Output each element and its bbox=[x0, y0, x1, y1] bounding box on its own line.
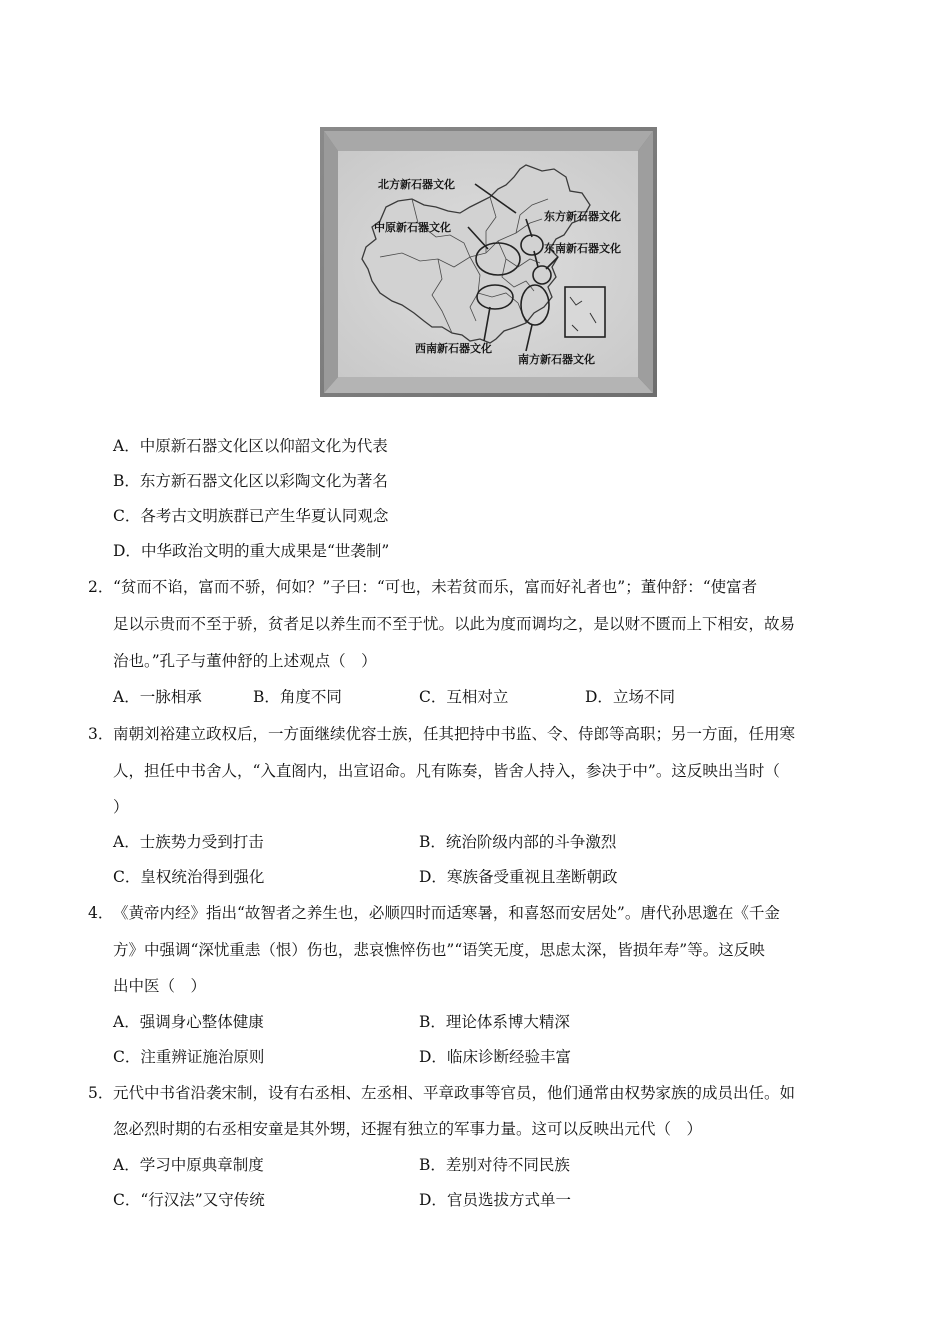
option-text: 东方新石器文化区以彩陶文化为著名 bbox=[139, 472, 388, 490]
option-letter: D． bbox=[419, 1191, 447, 1209]
q3-stem-line-3: ） bbox=[113, 798, 129, 816]
option-letter: A． bbox=[113, 688, 140, 706]
option-text: 差别对待不同民族 bbox=[445, 1156, 570, 1174]
q1-option-d[interactable] bbox=[113, 541, 389, 561]
option-text: 寒族备受重视且垄断朝政 bbox=[446, 868, 618, 886]
option-text: 立场不同 bbox=[612, 688, 675, 706]
q4-number: 4． bbox=[88, 904, 114, 922]
option-text: 皇权统治得到强化 bbox=[140, 868, 265, 886]
option-letter: C． bbox=[113, 507, 141, 525]
option-text: 一脉相承 bbox=[139, 688, 202, 706]
option-text: 学习中原典章制度 bbox=[139, 1156, 264, 1174]
q4-option-b[interactable] bbox=[419, 1012, 570, 1032]
option-letter: A． bbox=[113, 1013, 140, 1031]
q1-option-c[interactable] bbox=[113, 506, 388, 526]
q3-option-c[interactable] bbox=[113, 867, 264, 887]
option-letter: D． bbox=[113, 542, 141, 560]
option-letter: C． bbox=[113, 1048, 141, 1066]
neolithic-culture-map bbox=[320, 127, 657, 397]
q5-stem-line-1: 元代中书省沿袭宋制，设有右丞相、左丞相、平章政事等官员，他们通常由权势家族的成员出任。如 bbox=[113, 1084, 796, 1102]
option-letter: C． bbox=[419, 688, 447, 706]
q2-number: 2． bbox=[88, 578, 114, 596]
q4-stem-line-3: 出中医（ ） bbox=[113, 977, 207, 995]
option-text: 注重辨证施治原则 bbox=[140, 1048, 265, 1066]
q1-option-a[interactable] bbox=[113, 436, 388, 456]
label-east: 东方新石器文化 bbox=[544, 210, 621, 223]
option-text: 士族势力受到打击 bbox=[139, 833, 264, 851]
q2-stem-line-2: 足以示贵而不至于骄，贫者足以养生而不至于忧。以此为度而调均之，是以财不匮而上下相安，故易 bbox=[113, 615, 796, 633]
q2-option-b[interactable] bbox=[253, 687, 342, 707]
q2-stem-line-3: 治也。”孔子与董仲舒的上述观点（ ） bbox=[113, 652, 377, 670]
option-letter: B． bbox=[419, 833, 446, 851]
label-southeast: 东南新石器文化 bbox=[544, 242, 621, 255]
option-text: 强调身心整体健康 bbox=[139, 1013, 264, 1031]
q3-stem-line-1: 南朝刘裕建立政权后，一方面继续优容士族，任其把持中书监、令、侍郎等高职；另一方面，任用寒 bbox=[113, 725, 796, 743]
option-letter: D． bbox=[585, 688, 613, 706]
label-north: 北方新石器文化 bbox=[378, 178, 455, 191]
q3-option-d[interactable] bbox=[419, 867, 617, 887]
option-letter: D． bbox=[419, 868, 447, 886]
q5-number: 5． bbox=[88, 1084, 114, 1102]
q2-option-c[interactable] bbox=[419, 687, 508, 707]
q3-option-b[interactable] bbox=[419, 832, 616, 852]
q3-stem-line-2: 人，担任中书舍人，“入直阁内，出宣诏命。凡有陈奏，皆舍人持入，参决于中”。这反映出当时（ bbox=[113, 762, 780, 780]
q5-option-a[interactable] bbox=[113, 1155, 264, 1175]
q3-option-a[interactable] bbox=[113, 832, 264, 852]
option-letter: A． bbox=[113, 833, 140, 851]
option-letter: A． bbox=[113, 1156, 140, 1174]
q4-option-c[interactable] bbox=[113, 1047, 264, 1067]
option-text: “行汉法”又守传统 bbox=[140, 1191, 265, 1209]
q2-option-d[interactable] bbox=[585, 687, 675, 707]
map-inset bbox=[565, 287, 605, 337]
option-letter: B． bbox=[113, 472, 140, 490]
q4-stem-line-2: 方》中强调“深忧重恚（恨）伤也，悲哀憔悴伤也”“语笑无度，思虑太深，皆损年寿”等。这反映 bbox=[113, 941, 765, 959]
q4-stem-line-1: 《黄帝内经》指出“故智者之养生也，必顺四时而适寒暑，和喜怒而安居处”。唐代孙思邈在《千金 bbox=[113, 904, 780, 922]
label-southwest: 西南新石器文化 bbox=[415, 342, 492, 355]
option-text: 理论体系博大精深 bbox=[445, 1013, 570, 1031]
q1-option-b[interactable] bbox=[113, 471, 388, 491]
option-text: 角度不同 bbox=[279, 688, 342, 706]
option-letter: D． bbox=[419, 1048, 447, 1066]
option-text: 中原新石器文化区以仰韶文化为代表 bbox=[139, 437, 388, 455]
option-letter: B． bbox=[419, 1013, 446, 1031]
map-photo bbox=[320, 127, 657, 397]
option-text: 临床诊断经验丰富 bbox=[446, 1048, 571, 1066]
q5-stem-line-2: 忽必烈时期的右丞相安童是其外甥，还握有独立的军事力量。这可以反映出元代（ ） bbox=[113, 1120, 703, 1138]
q2-option-a[interactable] bbox=[113, 687, 202, 707]
option-letter: C． bbox=[113, 1191, 141, 1209]
q5-option-c[interactable] bbox=[113, 1190, 265, 1210]
option-text: 统治阶级内部的斗争激烈 bbox=[445, 833, 617, 851]
label-central: 中原新石器文化 bbox=[374, 221, 451, 234]
q4-option-a[interactable] bbox=[113, 1012, 264, 1032]
option-text: 各考古文明族群已产生华夏认同观念 bbox=[140, 507, 389, 525]
q3-number: 3． bbox=[88, 725, 114, 743]
q5-option-d[interactable] bbox=[419, 1190, 571, 1210]
option-letter: A． bbox=[113, 437, 140, 455]
option-text: 官员选拔方式单一 bbox=[446, 1191, 571, 1209]
label-south: 南方新石器文化 bbox=[518, 353, 595, 366]
option-letter: B． bbox=[253, 688, 280, 706]
option-letter: C． bbox=[113, 868, 141, 886]
q2-stem-line-1: “贫而不谄，富而不骄，何如？”子曰：“可也，未若贫而乐，富而好礼者也”；董仲舒：“使富者 bbox=[113, 578, 758, 596]
q5-option-b[interactable] bbox=[419, 1155, 570, 1175]
q4-option-d[interactable] bbox=[419, 1047, 571, 1067]
option-text: 中华政治文明的重大成果是“世袭制” bbox=[140, 542, 390, 560]
option-text: 互相对立 bbox=[446, 688, 509, 706]
option-letter: B． bbox=[419, 1156, 446, 1174]
